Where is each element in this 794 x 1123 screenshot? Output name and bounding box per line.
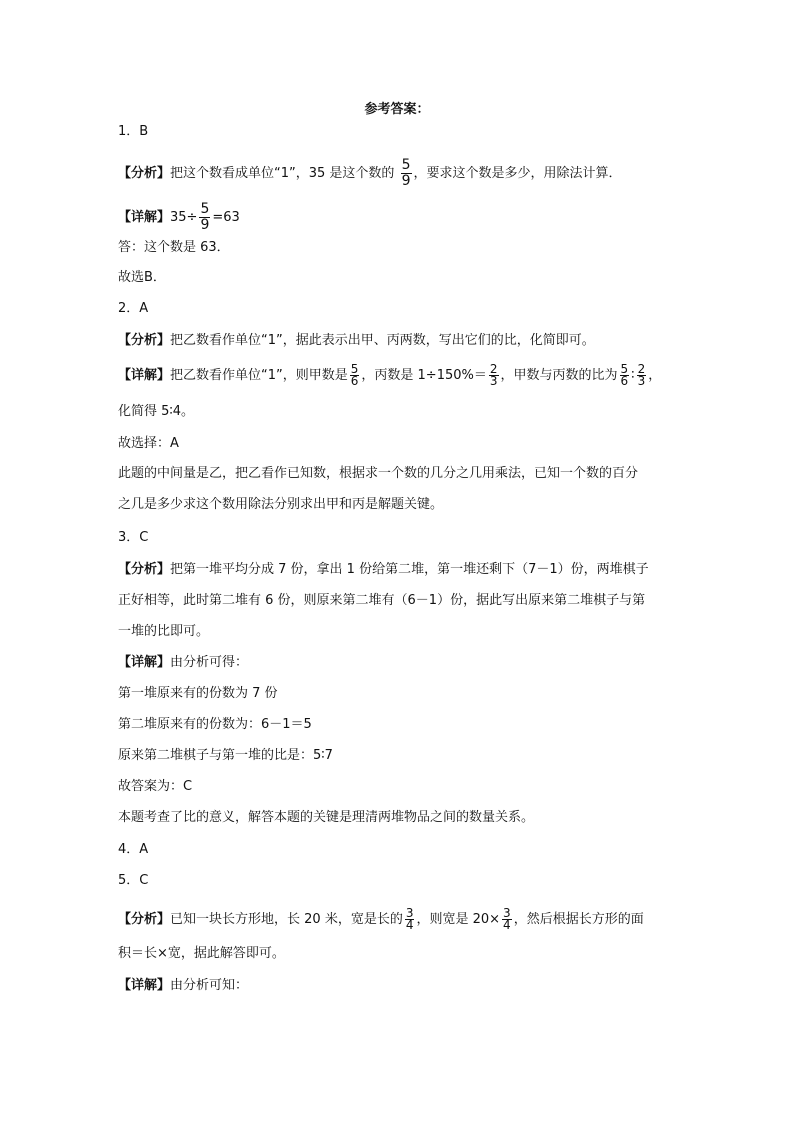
detail-tag: 【详解】	[118, 978, 171, 993]
detail-tag: 【详解】	[118, 210, 171, 225]
q1-detail	[118, 202, 240, 233]
q2-detail-text-d: ，	[648, 368, 662, 383]
q3-analysis-line1	[118, 560, 649, 580]
fraction-5-9: $\frac{5}{9}$	[200, 201, 210, 233]
q5-analysis-text-c: ，然后根据长方形的面	[513, 912, 644, 927]
analysis-tag: 【分析】	[118, 333, 171, 348]
q5-analysis-line1	[118, 908, 644, 931]
q2-note-line1: 此题的中间量是乙，把乙看作已知数，根据求一个数的几分之几用乘法，已知一个数的百分	[118, 466, 639, 481]
q1-detail-text-a: 35÷	[170, 210, 198, 225]
q5-answer: 5．C	[118, 873, 149, 888]
q1-answer: 1．B	[118, 124, 149, 139]
q2-detail-text-c: ，甲数与丙数的比为	[500, 368, 618, 383]
fraction-5-9: $\frac{5}{9}$	[401, 157, 411, 189]
q2-detail	[118, 364, 661, 387]
q3-detail-text: 由分析可得：	[170, 655, 249, 670]
detail-tag: 【详解】	[118, 655, 171, 670]
fraction-2-3: $\frac{2}{3}$	[489, 362, 498, 388]
q5-analysis-text-b: ，则宽是 20×	[416, 912, 501, 927]
q4-answer: 4．A	[118, 842, 149, 857]
q2-detail-text-b: ，丙数是 1÷150%＝	[361, 368, 487, 383]
q3-answer: 3．C	[118, 530, 149, 545]
q1-analysis-text-a: 把这个数看成单位“1”，35 是这个数的	[170, 166, 395, 181]
q5-analysis-line2: 积＝长×宽，据此解答即可。	[118, 946, 285, 961]
q1-analysis-text-b: ，要求这个数是多少，用除法计算．	[413, 166, 622, 181]
q5-analysis-text-a: 已知一块长方形地，长 20 米，宽是长的	[170, 912, 403, 927]
fraction-2-3: $\frac{2}{3}$	[637, 362, 646, 388]
fraction-3-4: $\frac{3}{4}$	[405, 906, 414, 932]
q1-choice: 故选B．	[118, 270, 166, 285]
q2-note-line2: 之几是多少求这个数用除法分别求出甲和丙是解题关键。	[118, 497, 444, 512]
q3-step3: 原来第二堆棋子与第一堆的比是：5∶7	[118, 748, 333, 763]
page-title: 参考答案：	[364, 102, 430, 117]
q1-reply: 答：这个数是 63．	[118, 240, 230, 255]
q2-detail-text-a: 把乙数看作单位“1”，则甲数是	[170, 368, 348, 383]
q3-note: 本题考查了比的意义，解答本题的关键是理清两堆物品之间的数量关系。	[118, 810, 535, 825]
fraction-5-6: $\frac{5}{6}$	[620, 362, 629, 388]
q1-analysis	[118, 158, 622, 189]
ratio-colon: ∶	[631, 368, 635, 383]
q2-answer: 2．A	[118, 301, 149, 316]
analysis-tag: 【分析】	[118, 166, 171, 181]
fraction-5-6: $\frac{5}{6}$	[350, 362, 359, 388]
q2-analysis	[118, 331, 595, 351]
q3-analysis-text-1: 把第一堆平均分成 7 份，拿出 1 份给第二堆，第一堆还剩下（7－1）份，两堆棋子	[170, 562, 649, 577]
q1-detail-text-b: =63	[212, 210, 240, 225]
q5-detail	[118, 976, 248, 996]
q2-analysis-text: 把乙数看作单位“1”，据此表示出甲、丙两数，写出它们的比，化简即可。	[170, 333, 595, 348]
fraction-3-4: $\frac{3}{4}$	[503, 906, 511, 932]
q2-choice: 故选择：A	[118, 436, 179, 451]
analysis-tag: 【分析】	[118, 562, 171, 577]
q3-detail	[118, 653, 248, 673]
q3-analysis-line3: 一堆的比即可。	[118, 624, 210, 639]
analysis-tag: 【分析】	[118, 912, 171, 927]
q3-choice: 故答案为：C	[118, 779, 193, 794]
detail-tag: 【详解】	[118, 368, 171, 383]
q3-analysis-line2: 正好相等，此时第二堆有 6 份，则原来第二堆有（6－1）份，据此写出原来第二堆棋子与第	[118, 593, 646, 608]
q3-step2: 第二堆原来有的份数为：6－1＝5	[118, 717, 312, 732]
q3-step1: 第一堆原来有的份数为 7 份	[118, 686, 278, 701]
q2-simplify: 化简得 5∶4。	[118, 404, 195, 419]
q5-detail-text: 由分析可知：	[170, 978, 249, 993]
